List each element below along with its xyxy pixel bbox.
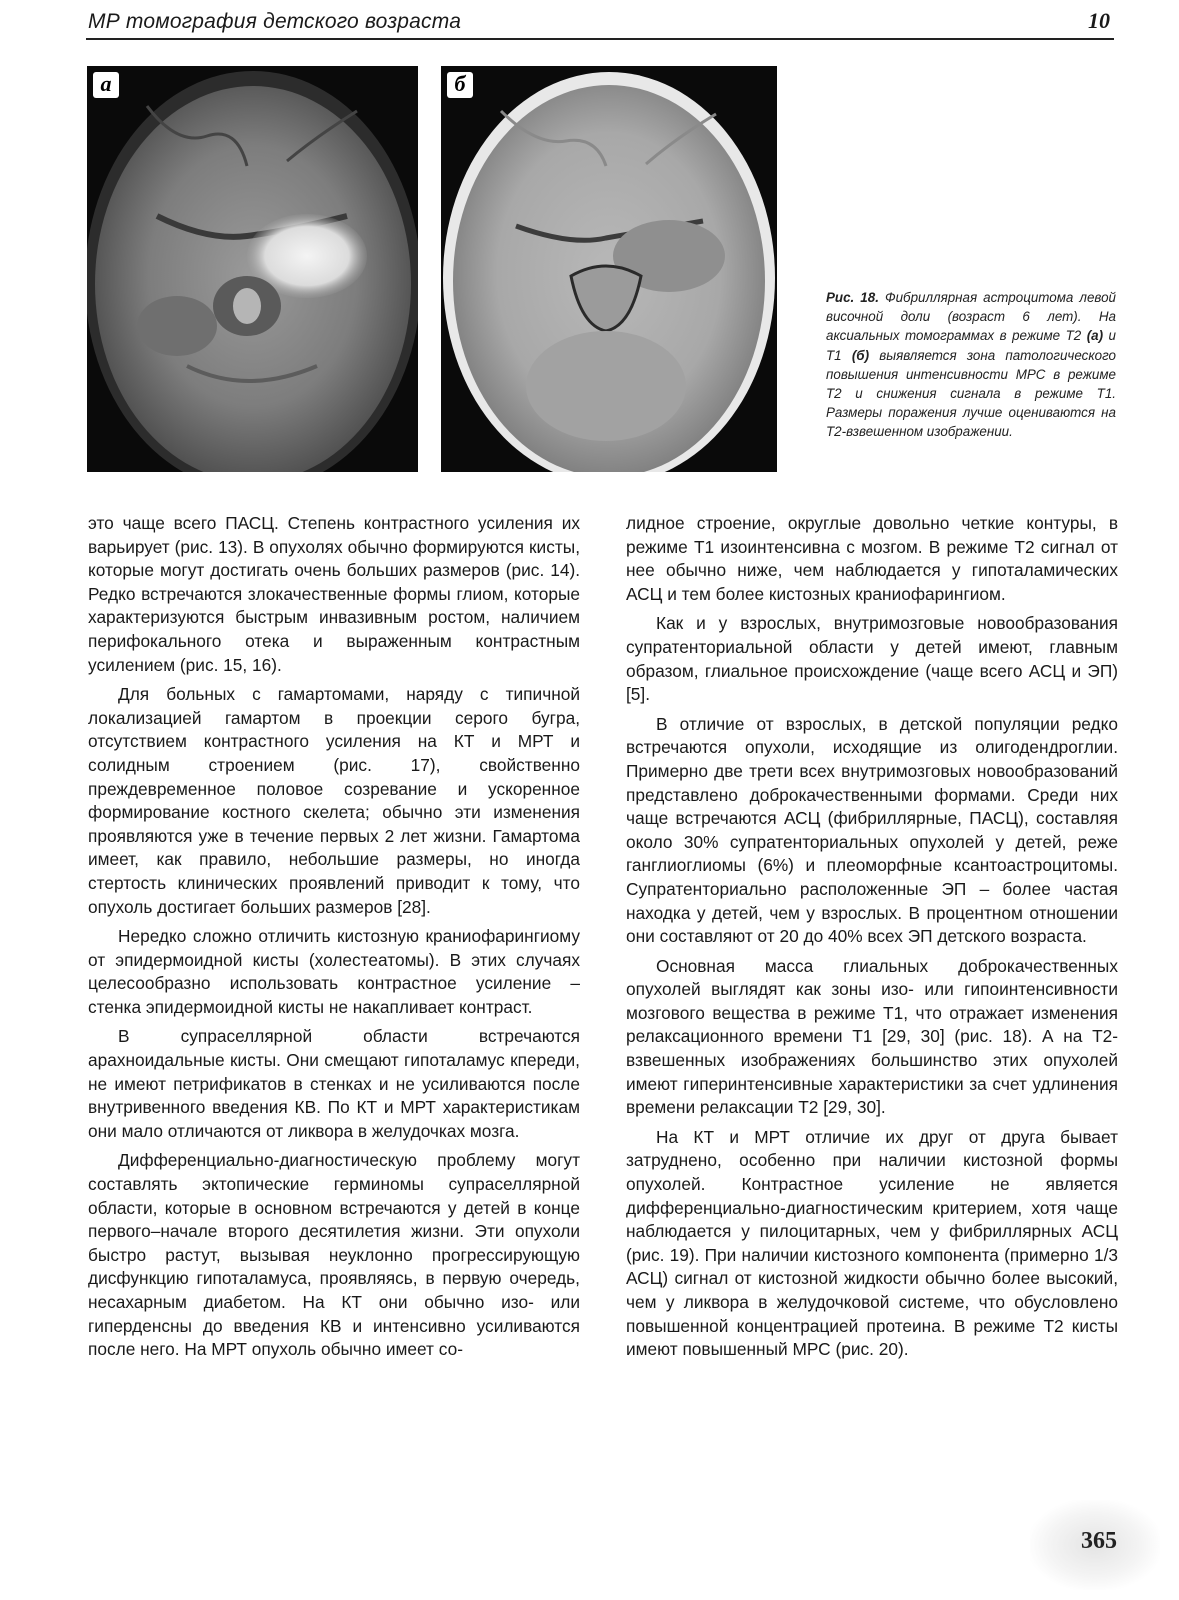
paragraph: Как и у взрослых, внутримозговые новообразования супратенториальной области у детей имеют, главным образом, глиальное происхождение (чаще всего АСЦ и ЭП) [5]. (626, 613, 1118, 705)
paragraph: лидное строение, округлые довольно четкие контуры, в режиме Т1 изоинтенсивна с мозгом. В режиме Т2 сигнал от нее обычно ниже, чем наблюдается у гипоталамических АСЦ и тем более кистозных краниофарингиом. (626, 513, 1118, 604)
mri-t1-image (441, 66, 777, 472)
panel-label-a: а (93, 72, 119, 98)
figure-18a-t2-mri (87, 66, 418, 472)
caption-text-1: Фибриллярная астроцитома левой височной доли (возраст 6 лет). На аксиальных томограммах в режиме Т2 (826, 290, 1116, 344)
panel-label-b: б (447, 72, 473, 98)
right-text-column (626, 512, 1118, 1368)
running-title: МР томография детского возраста (88, 10, 462, 33)
caption-heading: Рис. 18. (826, 290, 879, 305)
chapter-number: 10 (1088, 8, 1110, 33)
running-header (86, 8, 1114, 40)
paragraph: В отличие от взрослых, в детской популяции редко встречаются опухоли, исходящие из олигодендроглии. Примерно две трети всех внутримозговых новообразований представлено доброкачественными формами. Среди них чаще встречаются АСЦ (фибриллярные, ПАСЦ), составляя около 30% супратенториальных опухолей у детей, реже ганглиоглиомы (6%) и плеоморфные ксантоастроцитомы. Супратенториально расположенные ЭП – более частая находка у детей, чем у взрослых. В процентном отношении они составляют от 20 до 40% всех ЭП детского возраста. (626, 713, 1118, 947)
mri-t2-image (87, 66, 418, 472)
paragraph: Основная масса глиальных доброкачественных опухолей выглядят как зоны изо- или гипоинтенсивности мозгового вещества в режиме Т1, что отражает изменения релаксационного времени Т1 [29, 30] (рис. 18). А на Т2-взвешенных изображениях большинство этих опухолей имеют гиперинтенсивные характеристики за счет удлинения времени релаксации Т2 [29, 30]. (626, 955, 1118, 1118)
paragraph: Нередко сложно отличить кистозную краниофарингиому от эпидермоидной кисты (холестеатомы). В этих случаях целесообразно использовать контрастное усиление – стенка эпидермоидной кисты не накапливает контраст. (88, 926, 580, 1017)
paragraph: В супраселлярной области встречаются арахноидальные кисты. Они смещают гипоталамус кпереди, не имеют петрификатов в стенках и не усиливаются после внутривенного введения КВ. По КТ и МРТ характеристикам они мало отличаются от ликвора в желудочках мозга. (88, 1026, 580, 1141)
page-number: 365 (1081, 1528, 1117, 1554)
caption-ref-b: (б) (851, 347, 870, 363)
figure-caption (826, 288, 1116, 442)
caption-text-2: и Т1 (826, 328, 1116, 363)
paragraph: На КТ и МРТ отличие их друг от друга бывает затруднено, особенно при наличии кистозной формы опухолей. Контрастное усиление не является дифференциально-диагностическим критерием, хотя чаще наблюдается у пилоцитарных, чем у фибриллярных АСЦ (рис. 19). При наличии кистозного компонента (примерно 1/3 АСЦ) сигнал от кистозной жидкости обычно более высокий, чем у ликвора в желудочковой системе, что обусловлено повышенной концентрацией протеина. В режиме Т2 кисты имеют повышенный МРС (рис. 20). (626, 1126, 1118, 1360)
paragraph: Дифференциально-диагностическую проблему могут составлять эктопические герминомы супраселлярной области, которые в основном встречаются у детей в конце первого–начале второго десятилетия жизни. Эти опухоли быстро растут, вызывая неуклонно прогрессирующую дисфункцию гипоталамуса, проявляясь, в первую очередь, несахарным диабетом. На КТ они обычно изо- или гиперденсны до введения КВ и интенсивно усиливаются после него. На МРТ опухоль обычно имеет со- (88, 1150, 580, 1360)
paragraph: Для больных с гамартомами, наряду с типичной локализацией гамартом в проекции серого бугра, отсутствием контрастного усиления на КТ и МРТ и солидным строением (рис. 17), свойственно преждевременное половое созревание и ускоренное формирование костного скелета; обычно эти изменения проявляются уже в течение первых 2 лет жизни. Гамартома имеет, как правило, небольшие размеры, но иногда стертость клинических проявлений приводит к тому, что опухоль достигает больших размеров [28]. (88, 684, 580, 917)
left-text-column (88, 512, 580, 1368)
paragraph: это чаще всего ПАСЦ. Степень контрастного усиления их варьирует (рис. 13). В опухолях обычно формируются кисты, которые могут достигать очень больших размеров (рис. 14). Редко встречаются злокачественные формы глиом, которые характеризуются быстрым инвазивным ростом, наличием перифокального отека и выраженным контрастным усилением (рис. 15, 16). (88, 513, 580, 675)
figure-18b-t1-mri (441, 66, 777, 472)
caption-text-3: выявляется зона патологического повышения интенсивности МРС в режиме Т2 и снижения сигнала в режиме Т1. Размеры поражения лучше оцениваются на Т2-взвешенном изображении. (826, 347, 1116, 440)
caption-ref-a: (а) (1086, 328, 1104, 344)
